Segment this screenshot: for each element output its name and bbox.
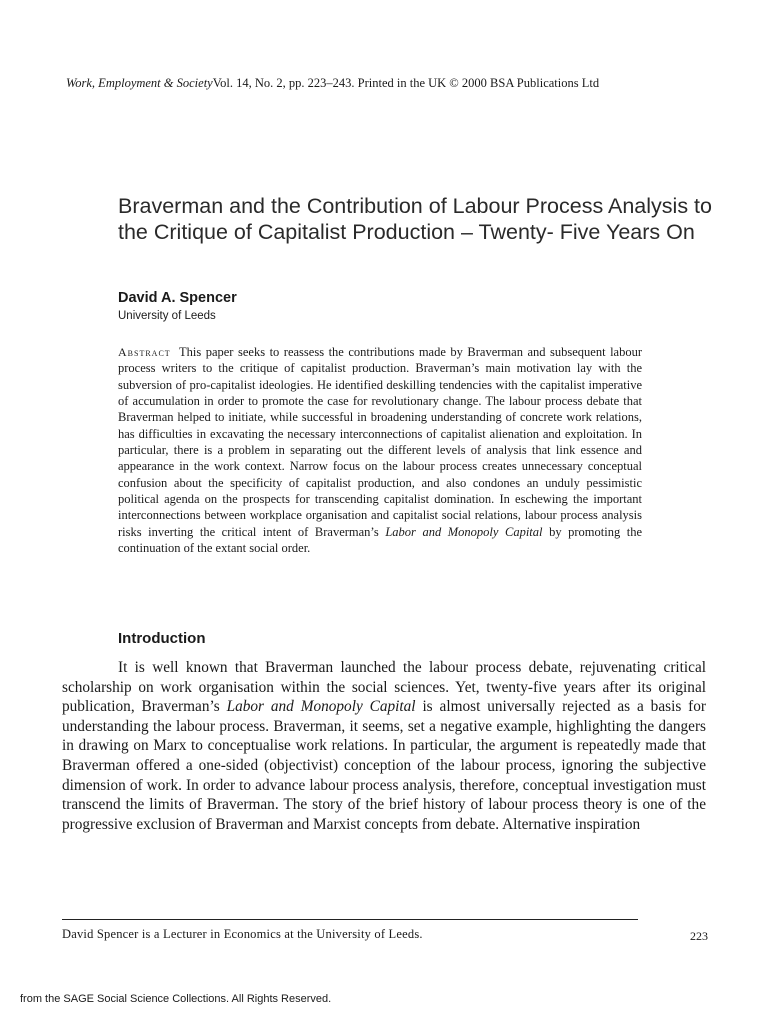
author-affiliation: University of Leeds	[118, 310, 216, 322]
abstract-text-1: This paper seeks to reassess the contributions made by Braverman and subsequent labour process writers to the critique of capitalist production. Braverman’s main motivation lay with the subversion of pro-capitalist ideologies. He identified deskilling tendencies with the capitalist imperative of accumulation in order to promote the case for revolutionary change. The labour process debate that Braverman helped to initiate, while successful in broadening understanding of concrete work relations, has difficulties in excavating the necessary interconnections of capitalist alienation and exploitation. In particular, there is a problem in separating out the different levels of analysis that link essence and appearance in the work context. Narrow focus on the labour process creates unnecessary conceptual confusion about the specificity of capitalist production, and also condones an unduly pessimistic political agenda on the prospects for transcending capitalist domination. In eschewing the important interconnections between workplace organisation and capitalist social relations, labour process analysis risks inverting the critical intent of Braverman’s	[118, 345, 642, 539]
page-number: 223	[690, 929, 708, 943]
section-heading-introduction: Introduction	[118, 630, 206, 647]
footnote: David Spencer is a Lecturer in Economics at the University of Leeds.	[62, 927, 423, 941]
article-title: Braverman and the Contribution of Labour Process Analysis to the Critique of Capitalist Production – Twenty- Five Years On	[118, 194, 712, 244]
abstract	[118, 344, 642, 556]
author-name: David A. Spencer	[118, 290, 237, 306]
intro-book-title: Labor and Monopoly Capital	[226, 698, 416, 716]
intro-text-1: It is well known that Braverman launched the labour process debate, rejuvenating critical scholarship on work organisation within the social sciences. Yet, twenty-five years after its original publication, Braverman’s	[62, 659, 706, 716]
journal-details: Vol. 14, No. 2, pp. 223–243. Printed in the UK © 2000 BSA Publications Ltd	[212, 76, 600, 90]
journal-citation	[66, 76, 726, 91]
abstract-label: Abstract	[118, 345, 171, 359]
intro-text-2: is almost universally rejected as a basis for understanding the labour process. Braverman, it seems, set a negative example, highlighting the dangers in drawing on Marx to conceptualise work relations. In particular, the argument is repeatedly made that Braverman offered a one-sided (objectivist) conception of the labour process, ignoring the subjective dimension of work. In order to advance labour process analysis, therefore, conceptual investigation must transcend the limits of Braverman. The story of the brief history of labour process theory is one of the progressive exclusion of Braverman and Marxist concepts from debate. Alternative inspiration	[62, 698, 706, 833]
abstract-text-2: by promoting the continuation of the extant social order.	[118, 524, 643, 556]
footnote-divider	[62, 919, 638, 920]
journal-title: Work, Employment & Society	[66, 76, 213, 90]
copyright-notice: from the SAGE Social Science Collections. All Rights Reserved.	[20, 993, 332, 1005]
introduction-paragraph	[62, 658, 706, 834]
abstract-book-title: Labor and Monopoly Capital	[385, 524, 543, 539]
